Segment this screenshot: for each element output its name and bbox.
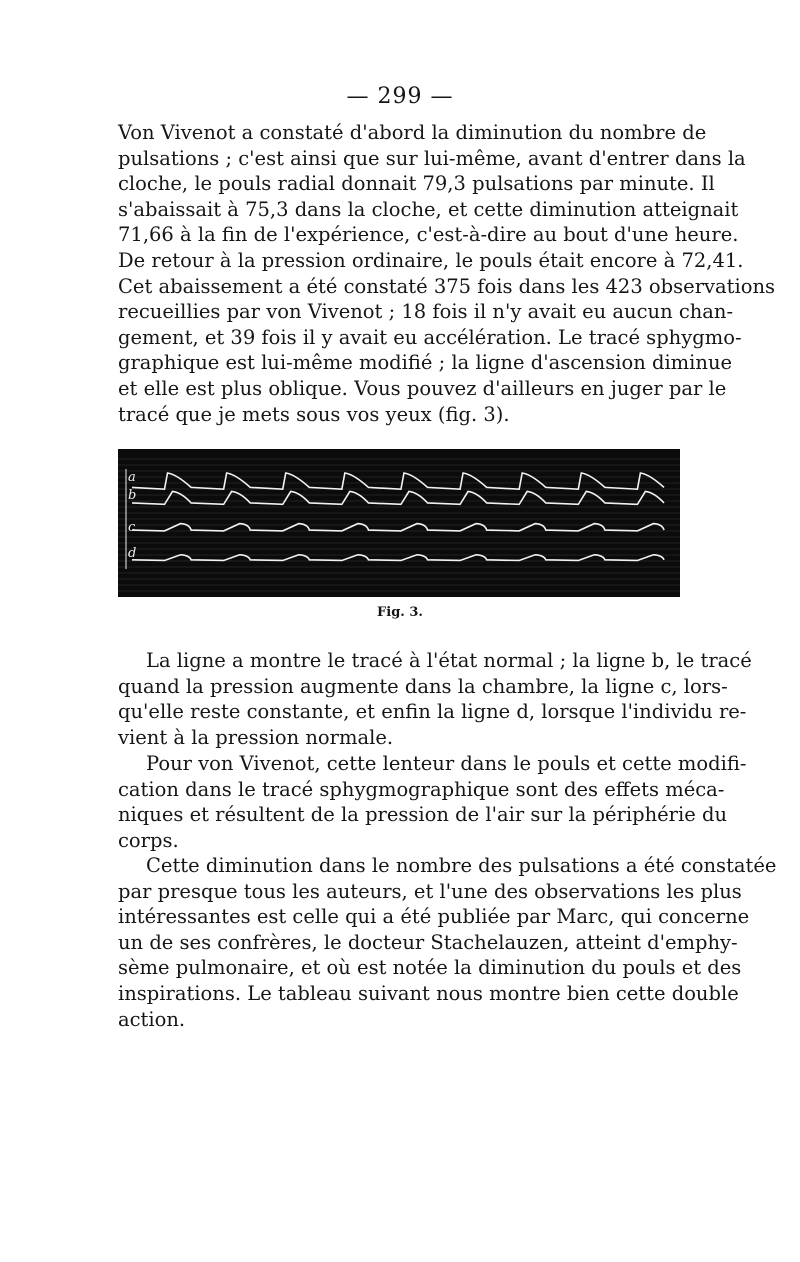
text-line: inspirations. Le tableau suivant nous montre bien cette double [118, 981, 739, 1005]
text-line: graphique est lui-même modifié ; la ligne d'ascension diminue [118, 351, 733, 375]
text-line: action. [118, 1007, 186, 1031]
paragraph-2 [118, 648, 752, 750]
trace-d [132, 555, 664, 561]
text-line: cation dans le tracé sphygmographique sont des effets méca- [118, 777, 725, 801]
text-line: Pour von Vivenot, cette lenteur dans le pouls et cette modifi- [146, 752, 747, 775]
trace-label-c: c [128, 520, 136, 535]
trace-b [132, 491, 664, 504]
text-line: niques et résultent de la pression de l'air sur la périphérie du [118, 803, 728, 827]
text-line: sème pulmonaire, et où est notée la diminution du pouls et des [118, 956, 742, 980]
text-line: gement, et 39 fois il y avait eu accélération. Le tracé sphygmo- [118, 325, 742, 349]
text-line: Von Vivenot a constaté d'abord la diminution du nombre de [118, 121, 707, 144]
text-line: pulsations ; c'est ainsi que sur lui-même, avant d'entrer dans la [118, 146, 746, 170]
text-line: qu'elle reste constante, et enfin la ligne d, lorsque l'individu re- [118, 700, 747, 724]
trace-a [132, 473, 664, 489]
text-line: 71,66 à la fin de l'expérience, c'est-à-dire au bout d'une heure. [118, 223, 739, 247]
text-line: Cette diminution dans le nombre des pulsations a été constatée [146, 854, 777, 877]
trace-c [132, 524, 664, 531]
text-line: Cet abaissement a été constaté 375 fois dans les 423 observations [118, 274, 776, 298]
text-line: un de ses confrères, le docteur Stachelauzen, atteint d'emphy- [118, 930, 738, 954]
text-line: s'abaissait à 75,3 dans la cloche, et cette diminution atteignait [118, 197, 739, 221]
text-line: quand la pression augmente dans la chambre, la ligne c, lors- [118, 674, 728, 698]
paragraph-4 [118, 853, 777, 1032]
text-line: intéressantes est celle qui a été publiée par Marc, qui concerne [118, 905, 750, 929]
trace-label-a: a [128, 470, 136, 485]
figure-3-sphygmograph [118, 449, 680, 597]
text-line: cloche, le pouls radial donnait 79,3 pulsations par minute. Il [118, 172, 715, 196]
text-line: corps. [118, 828, 179, 852]
text-line: De retour à la pression ordinaire, le pouls était encore à 72,41. [118, 248, 744, 272]
trace-label-b: b [128, 488, 137, 503]
paragraph-1 [118, 120, 776, 427]
text-line: et elle est plus oblique. Vous pouvez d'ailleurs en juger par le [118, 376, 727, 400]
paragraph-3 [118, 751, 747, 853]
trace-label-d: d [128, 546, 137, 561]
figure-caption: Fig. 3. [377, 605, 423, 620]
text-line: recueillies par von Vivenot ; 18 fois il n'y avait eu aucun chan- [118, 300, 734, 324]
page-number: — 299 — [346, 84, 454, 109]
sphygmograph-traces [118, 449, 680, 597]
text-line: La ligne a montre le tracé à l'état normal ; la ligne b, le tracé [146, 649, 752, 672]
text-line: vient à la pression normale. [118, 725, 394, 749]
text-line: tracé que je mets sous vos yeux (fig. 3). [118, 402, 510, 426]
text-line: par presque tous les auteurs, et l'une des observations les plus [118, 879, 742, 903]
